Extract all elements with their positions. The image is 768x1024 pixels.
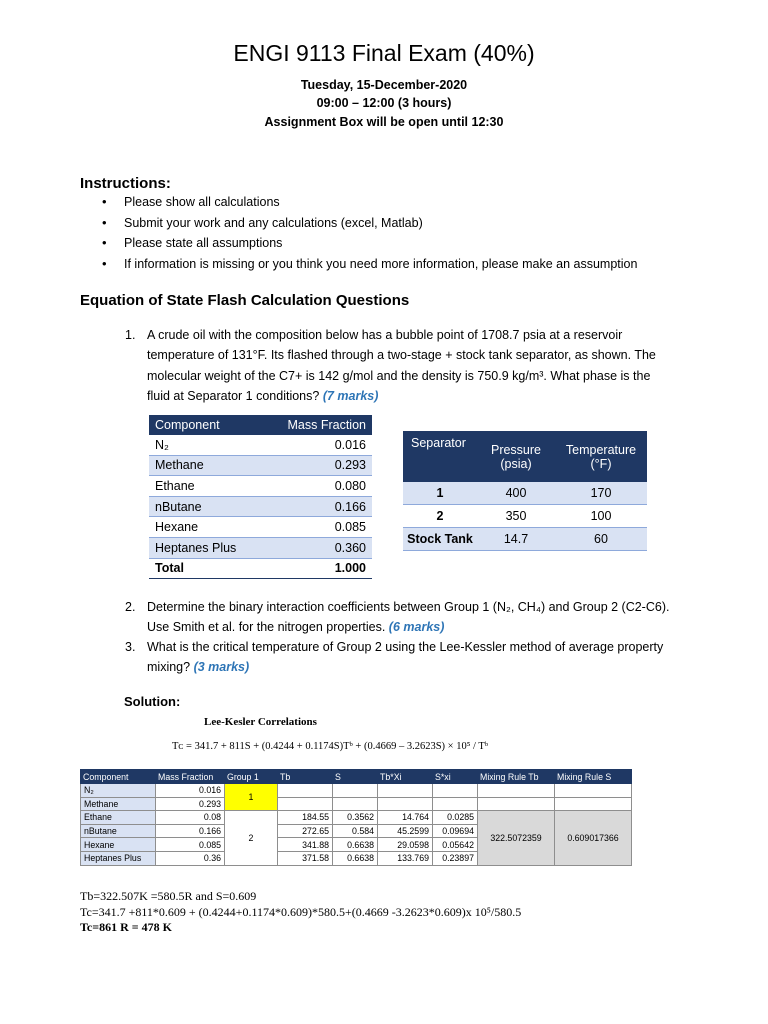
table-cell: 0.09694	[433, 824, 478, 838]
table-cell: 350	[477, 505, 555, 528]
table-row	[149, 517, 372, 538]
table-header: Mixing Rule S	[555, 770, 632, 784]
solution-heading: Solution:	[124, 694, 181, 709]
table-cell: 29.0598	[378, 838, 433, 852]
table-cell: 400	[477, 482, 555, 505]
section-heading: Equation of State Flash Calculation Questions	[80, 292, 410, 309]
instructions-list	[100, 195, 637, 278]
table-row	[81, 811, 632, 825]
question-number: 1.	[125, 328, 136, 342]
table-cell: Hexane	[149, 517, 262, 538]
table-cell: 14.764	[378, 811, 433, 825]
table-cell: 0.3562	[333, 811, 378, 825]
table-cell: 0.080	[262, 476, 372, 497]
table-cell: 45.2599	[378, 824, 433, 838]
group-1-cell: 1	[225, 784, 278, 811]
table-header: Mass Fraction	[262, 415, 372, 435]
table-cell: 0.016	[156, 784, 225, 798]
question-text: What is the critical temperature of Group 2 using the Lee-Kessler method of average property	[147, 640, 664, 654]
table-header: Separator	[403, 431, 477, 482]
group-2-cell: 2	[225, 811, 278, 865]
question-marks: (6 marks)	[388, 620, 445, 635]
table-cell: nButane	[81, 824, 156, 838]
table-cell: 170	[555, 482, 647, 505]
table-row	[81, 784, 632, 798]
exam-time: 09:00 – 12:00 (3 hours)	[316, 96, 452, 110]
instructions-heading: Instructions:	[80, 175, 171, 192]
table-cell: 0.0285	[433, 811, 478, 825]
instruction-item: • If information is missing or you think you need more information, please make an assumption	[100, 257, 637, 278]
table-cell: Total	[149, 558, 262, 579]
table-row	[149, 455, 372, 476]
question-text: temperature of 131°F. Its flashed through a two-stage + stock tank separator, as shown. The	[147, 348, 656, 363]
table-row	[403, 482, 647, 505]
table-cell: Ethane	[149, 476, 262, 497]
result-tb-s: Tb=322.507K =580.5R and S=0.609	[80, 889, 257, 903]
table-cell: 341.88	[278, 838, 333, 852]
table-cell: 0.36	[156, 851, 225, 865]
table-header: Temperature (°F)	[555, 431, 647, 482]
instruction-item: • Submit your work and any calculations (excel, Matlab)	[100, 216, 637, 237]
question-text: Determine the binary interaction coefficients between Group 1 (N₂, CH₄) and Group 2 (C2-C6).	[147, 600, 670, 614]
table-header: S	[333, 770, 378, 784]
question-marks: (7 marks)	[322, 388, 379, 403]
table-header: Tb*Xi	[378, 770, 433, 784]
table-cell: 0.166	[262, 496, 372, 517]
table-cell: 133.769	[378, 851, 433, 865]
table-cell: 0.166	[156, 824, 225, 838]
table-header: Tb	[278, 770, 333, 784]
table-row	[403, 528, 647, 551]
table-row	[403, 505, 647, 528]
table-header: Component	[81, 770, 156, 784]
table-cell: 184.55	[278, 811, 333, 825]
exam-date: Tuesday, 15-December-2020	[300, 78, 468, 92]
lee-kesler-formula: Tᴄ = 341.7 + 811S + (0.4244 + 0.1174S)Tᵇ + (0.4669 – 3.2623S) × 10⁵ / Tᵇ	[172, 741, 489, 752]
table-row	[149, 435, 372, 455]
separator-table	[403, 431, 647, 551]
table-cell: Hexane	[81, 838, 156, 852]
table-cell: N₂	[81, 784, 156, 798]
question-2	[127, 597, 687, 638]
table-cell: 0.293	[156, 797, 225, 811]
table-cell: 0.016	[262, 435, 372, 455]
table-header: Pressure (psia)	[477, 431, 555, 482]
question-3	[127, 637, 687, 678]
table-cell: 0.23897	[433, 851, 478, 865]
result-tc-equation: Tc=341.7 +811*0.609 + (0.4244+0.1174*0.609)*580.5+(0.4669 -3.2623*0.609)x 10⁵/580.5	[80, 905, 522, 919]
table-header: Mixing Rule Tb	[478, 770, 555, 784]
table-header: S*xi	[433, 770, 478, 784]
mixing-rule-tb-cell: 322.5072359	[478, 811, 555, 865]
table-cell: Methane	[81, 797, 156, 811]
table-cell: 0.360	[262, 537, 372, 558]
table-total-row	[149, 558, 372, 579]
instruction-item: • Please show all calculations	[100, 195, 637, 216]
table-row	[81, 797, 632, 811]
table-header: Component	[149, 415, 262, 435]
table-cell: N₂	[149, 435, 262, 455]
table-cell: 0.584	[333, 824, 378, 838]
question-text: Use Smith et al. for the nitrogen properties.	[147, 620, 386, 635]
question-text: fluid at Separator 1 conditions?	[147, 388, 320, 403]
question-text: mixing?	[147, 660, 191, 675]
instruction-item: • Please state all assumptions	[100, 236, 637, 257]
table-cell: 272.65	[278, 824, 333, 838]
table-cell: 0.05642	[433, 838, 478, 852]
mixing-rule-s-cell: 0.609017366	[555, 811, 632, 865]
table-cell: 2	[403, 505, 477, 528]
table-cell: 0.293	[262, 455, 372, 476]
table-cell: 0.6638	[333, 851, 378, 865]
question-1	[127, 325, 687, 406]
assignment-box-note: Assignment Box will be open until 12:30	[264, 115, 504, 129]
table-cell: Heptanes Plus	[81, 851, 156, 865]
lee-kesler-table	[80, 769, 632, 866]
question-marks: (3 marks)	[193, 660, 250, 675]
question-number: 2.	[125, 600, 136, 614]
table-cell: 371.58	[278, 851, 333, 865]
result-tc-value: Tc=861 R = 478 K	[80, 920, 172, 934]
exam-title: ENGI 9113 Final Exam (40%)	[233, 40, 535, 66]
question-text: molecular weight of the C7+ is 142 g/mol and the density is 750.9 kg/m³. What phase is the	[147, 368, 651, 383]
table-cell: Ethane	[81, 811, 156, 825]
table-cell: 14.7	[477, 528, 555, 551]
lee-kesler-title: Lee-Kesler Correlations	[204, 716, 317, 728]
table-cell: 0.085	[156, 838, 225, 852]
table-cell: 60	[555, 528, 647, 551]
table-cell: 0.08	[156, 811, 225, 825]
table-cell: 1	[403, 482, 477, 505]
table-cell: Stock Tank	[403, 528, 477, 551]
table-cell: Methane	[149, 455, 262, 476]
table-header: Mass Fraction	[156, 770, 225, 784]
table-cell: 1.000	[262, 558, 372, 579]
question-number: 3.	[125, 640, 136, 654]
table-cell: 0.6638	[333, 838, 378, 852]
table-row	[149, 537, 372, 558]
table-cell: Heptanes Plus	[149, 537, 262, 558]
table-cell: 0.085	[262, 517, 372, 538]
question-text: A crude oil with the composition below has a bubble point of 1708.7 psia at a reservoir	[147, 328, 623, 342]
table-header: Group 1	[225, 770, 278, 784]
table-row	[149, 476, 372, 497]
table-cell: 100	[555, 505, 647, 528]
composition-table	[149, 415, 372, 579]
table-row	[149, 496, 372, 517]
table-cell: nButane	[149, 496, 262, 517]
